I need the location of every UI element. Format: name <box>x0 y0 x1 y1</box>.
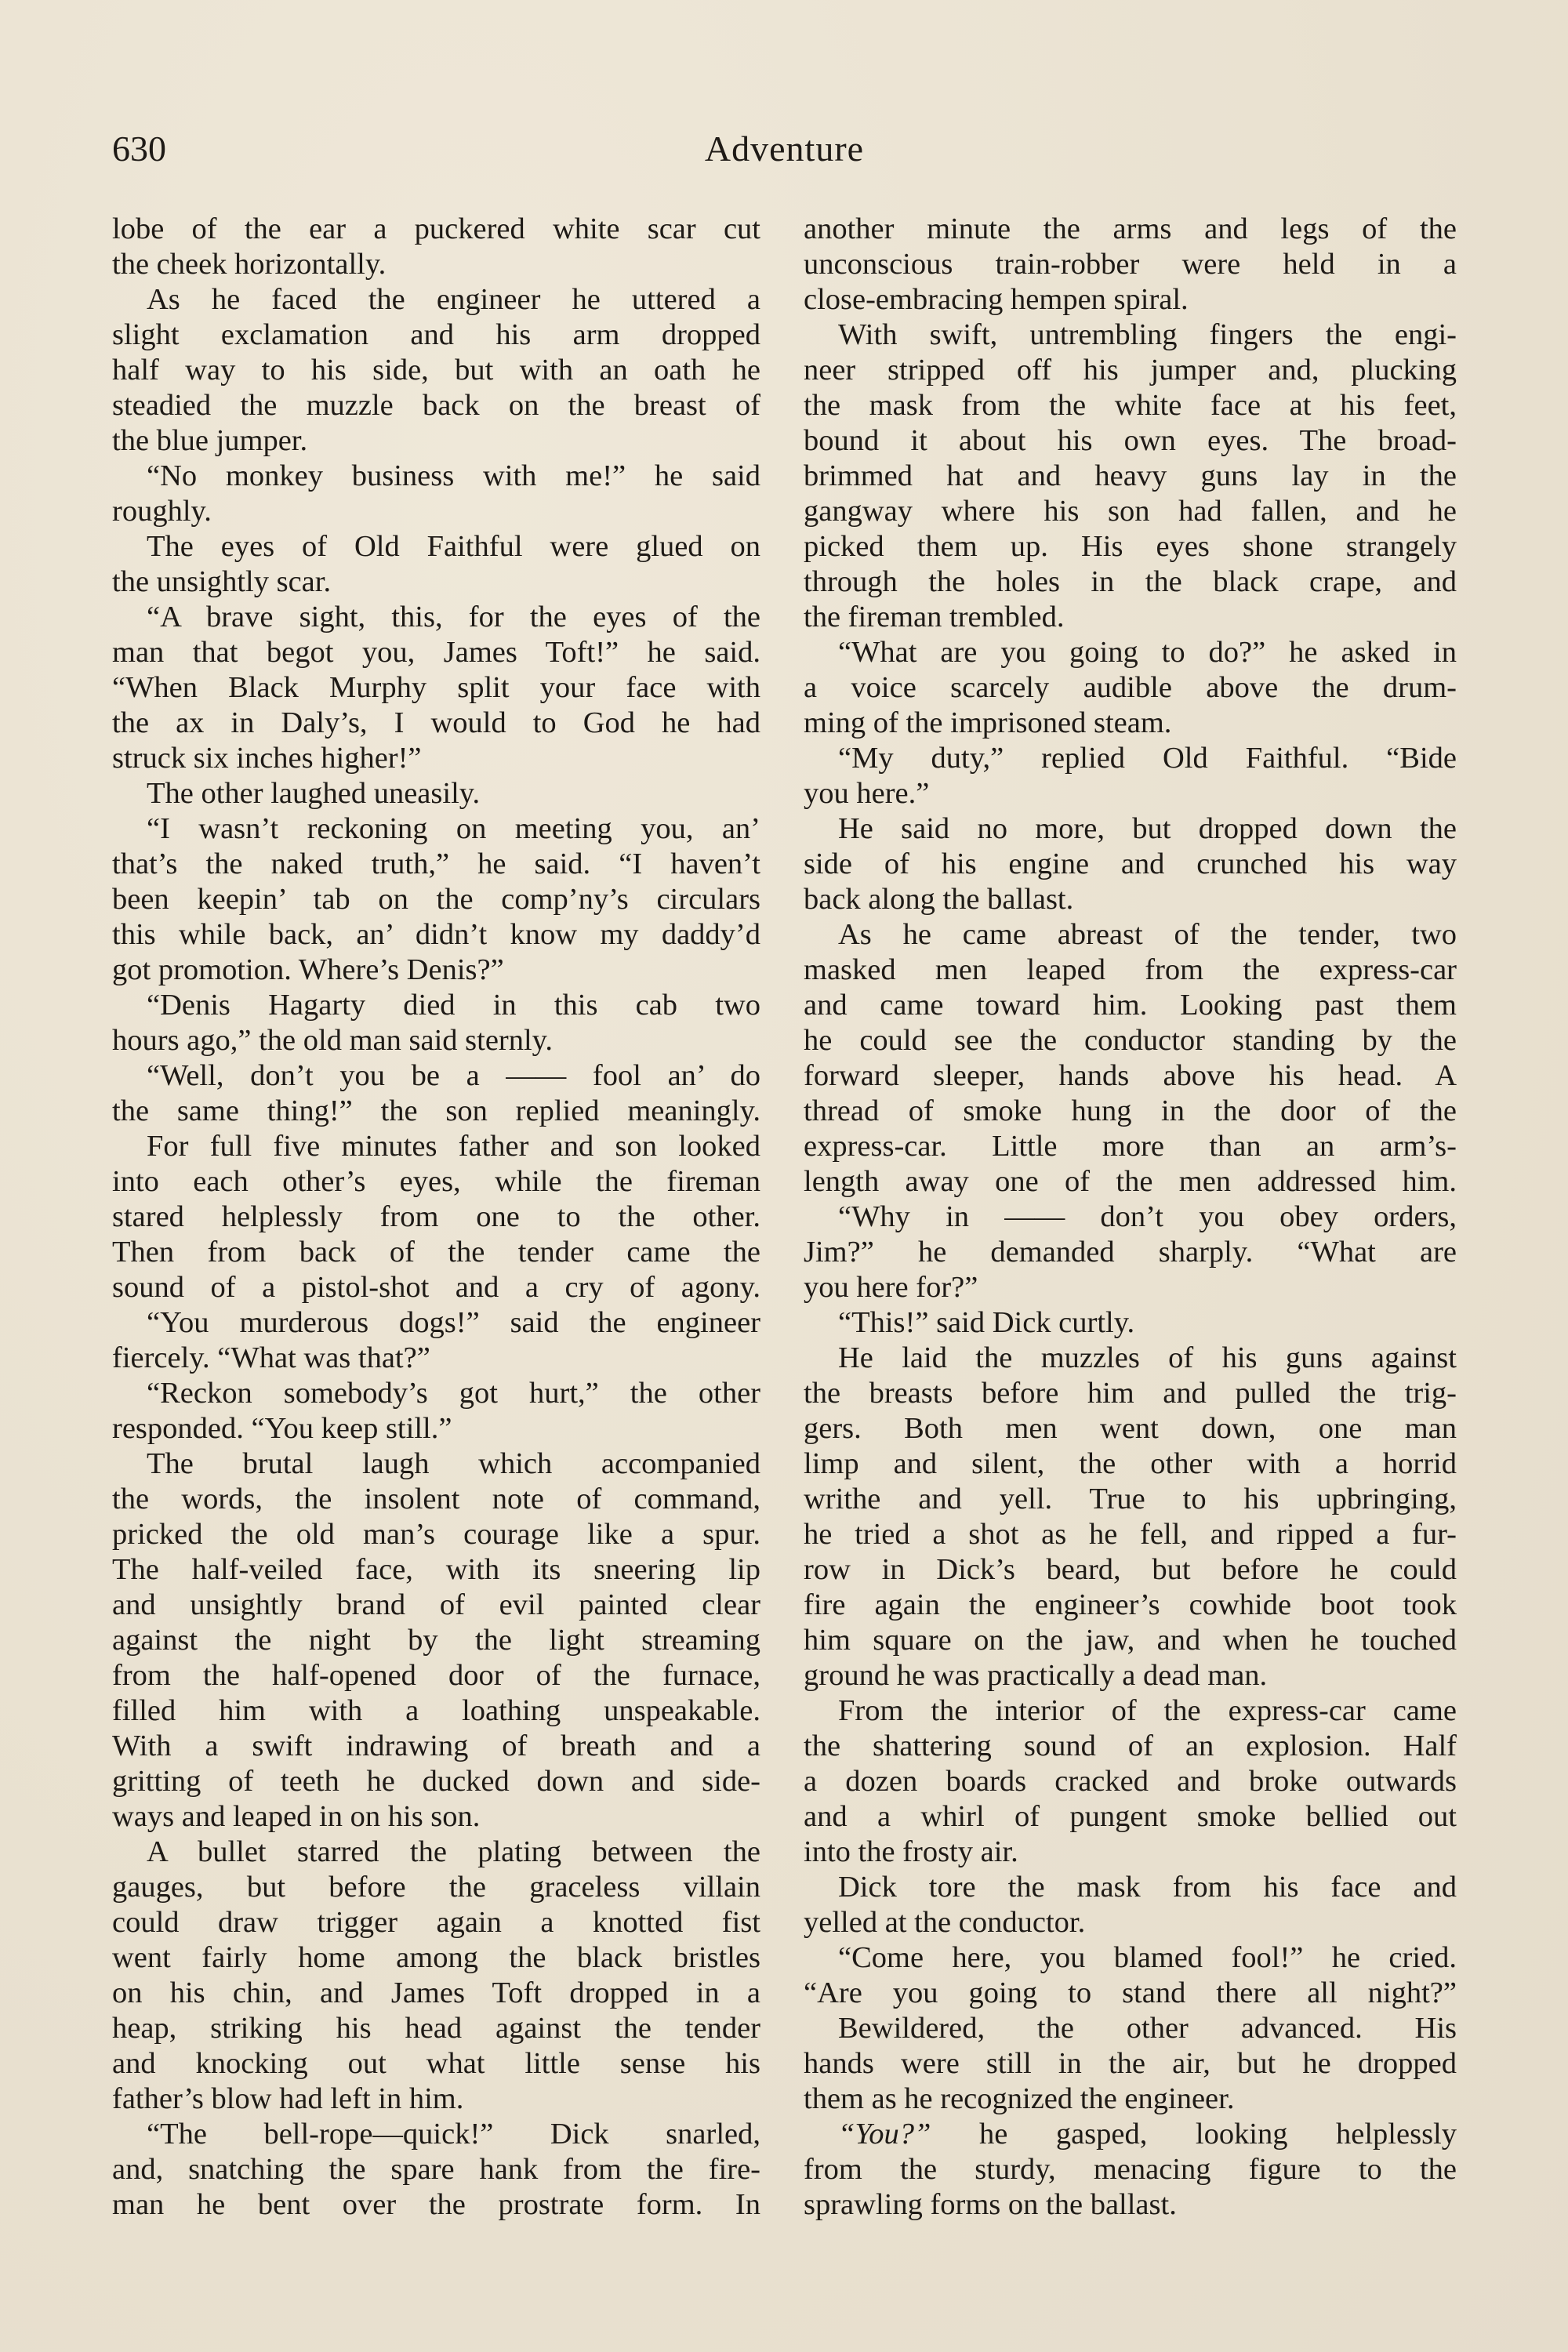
text-column-right <box>804 212 1457 2223</box>
text-line <box>804 741 1457 776</box>
text-line <box>804 1729 1457 1764</box>
line-text: responded. “You keep still.” <box>112 1412 452 1445</box>
line-text: the ax in Daly’s, I would to God he had <box>112 706 760 739</box>
line-text: close-embracing hempen spiral. <box>804 283 1189 316</box>
line-text: the words, the insolent note of command, <box>112 1483 760 1515</box>
text-line <box>804 2152 1457 2187</box>
text-line <box>112 1482 760 1517</box>
text-line <box>112 1129 760 1164</box>
text-line <box>804 247 1457 282</box>
line-text: the mask from the white face at his feet, <box>804 389 1457 422</box>
line-text: the unsightly scar. <box>112 565 332 598</box>
line-text: neer stripped off his jumper and, plucking <box>804 354 1457 387</box>
text-line <box>112 635 760 670</box>
italic-text: “You?” <box>838 2118 931 2151</box>
text-line <box>112 917 760 953</box>
text-line <box>804 1446 1457 1482</box>
line-text: gauges, but before the graceless villain <box>112 1871 760 1904</box>
line-text: on his chin, and James Toft dropped in a <box>112 1976 760 2009</box>
line-text: “This!” said Dick curtly. <box>838 1306 1135 1339</box>
line-text: been keepin’ tab on the comp’ny’s circulars <box>112 883 760 916</box>
line-text: The other laughed uneasily. <box>147 777 481 810</box>
line-text: this while back, an’ didn’t know my daddy’d <box>112 918 760 951</box>
text-line <box>112 564 760 600</box>
text-line <box>804 212 1457 247</box>
text-line <box>112 882 760 917</box>
line-text: thread of smoke hung in the door of the <box>804 1094 1457 1127</box>
line-text: brimmed hat and heavy guns lay in the <box>804 459 1457 492</box>
text-line <box>112 247 760 282</box>
text-line <box>804 1693 1457 1729</box>
line-text: writhe and yell. True to his upbringing, <box>804 1483 1457 1515</box>
text-line <box>804 1835 1457 1870</box>
text-line <box>112 282 760 318</box>
text-line <box>804 1623 1457 1658</box>
text-line <box>112 1164 760 1200</box>
text-line <box>804 318 1457 353</box>
text-line <box>804 1870 1457 1905</box>
text-line <box>804 1305 1457 1341</box>
line-text: “I wasn’t reckoning on meeting you, an’ <box>147 812 760 845</box>
line-text: Dick tore the mask from his face and <box>838 1871 1457 1904</box>
text-line <box>804 2046 1457 2082</box>
line-text: you here for?” <box>804 1271 978 1304</box>
text-line <box>804 1905 1457 1940</box>
line-text: “What are you going to do?” he asked in <box>838 636 1457 669</box>
line-text: he tried a shot as he fell, and ripped a fur- <box>804 1518 1457 1551</box>
text-line <box>804 1164 1457 1200</box>
line-text: another minute the arms and legs of the <box>804 212 1457 245</box>
text-line <box>804 635 1457 670</box>
line-text: pricked the old man’s courage like a spur. <box>112 1518 760 1551</box>
line-text: ming of the imprisoned steam. <box>804 706 1172 739</box>
line-text: From the interior of the express-car came <box>838 1694 1457 1727</box>
text-line <box>112 1517 760 1552</box>
text-line <box>804 1200 1457 1235</box>
line-text: “A brave sight, this, for the eyes of the <box>147 601 760 633</box>
line-text: “Are you going to stand there all night?” <box>804 1976 1457 2009</box>
running-header <box>112 125 1457 172</box>
line-text: limp and silent, the other with a horrid <box>804 1447 1457 1480</box>
line-text: The eyes of Old Faithful were glued on <box>147 530 760 563</box>
text-line <box>804 847 1457 882</box>
line-text: side of his engine and crunched his way <box>804 848 1457 880</box>
line-text: from the half-opened door of the furnace, <box>112 1659 760 1692</box>
line-text: forward sleeper, hands above his head. A <box>804 1059 1457 1092</box>
line-text: Then from back of the tender came the <box>112 1236 760 1269</box>
text-line <box>112 353 760 388</box>
text-line <box>112 2046 760 2082</box>
text-line <box>804 917 1457 953</box>
line-text: With a swift indrawing of breath and a <box>112 1730 760 1762</box>
line-text: he gasped, looking helplessly <box>978 2118 1457 2151</box>
line-text: back along the ballast. <box>804 883 1074 916</box>
text-line <box>804 282 1457 318</box>
text-line <box>804 1411 1457 1446</box>
line-text: and, snatching the spare hank from the fire- <box>112 2153 760 2186</box>
line-text: ground he was practically a dead man. <box>804 1659 1268 1692</box>
text-line <box>804 1270 1457 1305</box>
line-text: a voice scarcely audible above the drum- <box>804 671 1457 704</box>
line-text: through the holes in the black crape, and <box>804 565 1457 598</box>
line-text: and a whirl of pungent smoke bellied out <box>804 1800 1457 1833</box>
line-text: and knocking out what little sense his <box>112 2047 760 2080</box>
line-text: hours ago,” the old man said sternly. <box>112 1024 554 1057</box>
text-line <box>804 1376 1457 1411</box>
line-text: With swift, untrembling fingers the engi- <box>838 318 1457 351</box>
text-line <box>804 1235 1457 1270</box>
text-line <box>804 2011 1457 2046</box>
line-text: lobe of the ear a puckered white scar cut <box>112 212 760 245</box>
text-line <box>112 494 760 529</box>
text-line <box>112 1693 760 1729</box>
line-text: a dozen boards cracked and broke outwards <box>804 1765 1457 1798</box>
line-text: against the night by the light streaming <box>112 1624 760 1657</box>
line-text: sprawling forms on the ballast. <box>804 2188 1177 2221</box>
text-line <box>112 529 760 564</box>
line-text: and came toward him. Looking past them <box>804 989 1457 1022</box>
text-line <box>112 953 760 988</box>
line-text: “Why in —— don’t you obey orders, <box>838 1200 1457 1233</box>
text-line <box>804 494 1457 529</box>
line-text: fire again the engineer’s cowhide boot took <box>804 1588 1457 1621</box>
line-text: “Denis Hagarty died in this cab two <box>147 989 760 1022</box>
text-line <box>804 1940 1457 1976</box>
text-line <box>112 670 760 706</box>
text-line <box>112 1058 760 1094</box>
text-line <box>804 388 1457 423</box>
text-line <box>112 1094 760 1129</box>
line-text: Bewildered, the other advanced. His <box>838 2012 1457 2045</box>
text-line <box>112 212 760 247</box>
line-text: “When Black Murphy split your face with <box>112 671 760 704</box>
text-line <box>112 847 760 882</box>
text-line <box>804 776 1457 811</box>
line-text: into each other’s eyes, while the fireman <box>112 1165 760 1198</box>
text-line <box>112 1376 760 1411</box>
line-text: The half-veiled face, with its sneering lip <box>112 1553 760 1586</box>
text-line <box>804 2082 1457 2117</box>
text-line <box>804 1341 1457 1376</box>
line-text: A bullet starred the plating between the <box>147 1835 760 1868</box>
text-line <box>112 1200 760 1235</box>
line-text: picked them up. His eyes shone strangely <box>804 530 1457 563</box>
text-line <box>804 1658 1457 1693</box>
line-text: He laid the muzzles of his guns against <box>838 1341 1457 1374</box>
line-text: row in Dick’s beard, but before he could <box>804 1553 1457 1586</box>
text-line <box>112 1976 760 2011</box>
text-line <box>112 388 760 423</box>
text-line <box>804 1588 1457 1623</box>
line-text: bound it about his own eyes. The broad- <box>804 424 1457 457</box>
text-line <box>804 1976 1457 2011</box>
text-line <box>804 1094 1457 1129</box>
line-text: He said no more, but dropped down the <box>838 812 1457 845</box>
running-title: Adventure <box>704 129 865 169</box>
text-line <box>112 776 760 811</box>
text-column-left <box>112 212 760 2223</box>
text-line <box>112 1729 760 1764</box>
line-text: fiercely. “What was that?” <box>112 1341 430 1374</box>
text-line <box>804 1058 1457 1094</box>
text-line <box>112 600 760 635</box>
text-line <box>112 1411 760 1446</box>
line-text: the breasts before him and pulled the trig- <box>804 1377 1457 1410</box>
text-line <box>112 988 760 1023</box>
text-line <box>804 670 1457 706</box>
line-text: sound of a pistol-shot and a cry of agony. <box>112 1271 760 1304</box>
line-text: “Reckon somebody’s got hurt,” the other <box>147 1377 760 1410</box>
text-line <box>112 1658 760 1693</box>
text-line <box>804 564 1457 600</box>
line-text: got promotion. Where’s Denis?” <box>112 953 504 986</box>
text-line <box>112 1270 760 1305</box>
line-text: into the frosty air. <box>804 1835 1018 1868</box>
line-text: went fairly home among the black bristles <box>112 1941 760 1974</box>
text-line <box>112 1905 760 1940</box>
line-text: For full five minutes father and son looked <box>147 1130 760 1163</box>
text-line <box>804 459 1457 494</box>
text-line <box>804 1517 1457 1552</box>
text-line <box>804 1023 1457 1058</box>
line-text: “No monkey business with me!” he said <box>147 459 760 492</box>
text-line <box>112 1341 760 1376</box>
text-line <box>112 1552 760 1588</box>
text-line <box>804 953 1457 988</box>
page-number: 630 <box>112 129 166 169</box>
line-text: gangway where his son had fallen, and he <box>804 495 1457 528</box>
line-text: length away one of the men addressed him. <box>804 1165 1457 1198</box>
line-text: hands were still in the air, but he dropped <box>804 2047 1457 2080</box>
text-line <box>804 1129 1457 1164</box>
text-line <box>112 1235 760 1270</box>
line-text: The brutal laugh which accompanied <box>147 1447 760 1480</box>
line-text: As he faced the engineer he uttered a <box>147 283 760 316</box>
text-line <box>112 2011 760 2046</box>
line-text: filled him with a loathing unspeakable. <box>112 1694 760 1727</box>
text-line <box>804 2187 1457 2223</box>
line-text: “The bell-rope—quick!” Dick snarled, <box>147 2118 760 2151</box>
line-text: “Come here, you blamed fool!” he cried. <box>838 1941 1457 1974</box>
text-line <box>804 811 1457 847</box>
text-line <box>112 1623 760 1658</box>
line-text: the shattering sound of an explosion. Half <box>804 1730 1457 1762</box>
line-text: him square on the jaw, and when he touched <box>804 1624 1457 1657</box>
text-line <box>112 1305 760 1341</box>
text-line <box>804 2117 1457 2152</box>
line-text: yelled at the conductor. <box>804 1906 1086 1939</box>
line-text: the same thing!” the son replied meaningly. <box>112 1094 760 1127</box>
text-line <box>112 1835 760 1870</box>
line-text: father’s blow had left in him. <box>112 2082 464 2115</box>
text-line <box>112 1588 760 1623</box>
text-line <box>804 988 1457 1023</box>
line-text: express-car. Little more than an arm’s- <box>804 1130 1457 1163</box>
line-text: slight exclamation and his arm dropped <box>112 318 760 351</box>
line-text: the cheek horizontally. <box>112 248 387 281</box>
line-text: gers. Both men went down, one man <box>804 1412 1457 1445</box>
text-line <box>804 1482 1457 1517</box>
line-text: and unsightly brand of evil painted clear <box>112 1588 760 1621</box>
line-text: As he came abreast of the tender, two <box>838 918 1457 951</box>
text-line <box>804 423 1457 459</box>
line-text: gritting of teeth he ducked down and side- <box>112 1765 760 1798</box>
text-line <box>112 741 760 776</box>
line-text: masked men leaped from the express-car <box>804 953 1457 986</box>
text-line <box>112 2152 760 2187</box>
line-text: he could see the conductor standing by the <box>804 1024 1457 1057</box>
line-text: roughly. <box>112 495 212 528</box>
text-line <box>112 1799 760 1835</box>
text-line <box>112 459 760 494</box>
line-text: ways and leaped in on his son. <box>112 1800 481 1833</box>
line-text: heap, striking his head against the tender <box>112 2012 760 2045</box>
text-line <box>112 423 760 459</box>
text-line <box>804 529 1457 564</box>
text-line <box>112 1764 760 1799</box>
text-line <box>112 811 760 847</box>
text-line <box>804 882 1457 917</box>
text-line <box>804 600 1457 635</box>
line-text: struck six inches higher!” <box>112 742 422 775</box>
text-line <box>112 2187 760 2223</box>
text-line <box>112 1870 760 1905</box>
line-text: could draw trigger again a knotted fist <box>112 1906 760 1939</box>
text-line <box>112 1940 760 1976</box>
line-text: that’s the naked truth,” he said. “I haven’t <box>112 848 760 880</box>
line-text: you here.” <box>804 777 930 810</box>
text-line <box>804 1799 1457 1835</box>
text-line <box>112 706 760 741</box>
text-line <box>804 1552 1457 1588</box>
line-text: “Well, don’t you be a —— fool an’ do <box>147 1059 760 1092</box>
line-text: man that begot you, James Toft!” he said. <box>112 636 760 669</box>
line-text: the fireman trembled. <box>804 601 1065 633</box>
line-text: “My duty,” replied Old Faithful. “Bide <box>838 742 1457 775</box>
text-line <box>804 1764 1457 1799</box>
line-text: them as he recognized the engineer. <box>804 2082 1235 2115</box>
line-text: from the sturdy, menacing figure to the <box>804 2153 1457 2186</box>
text-line <box>804 706 1457 741</box>
line-text: steadied the muzzle back on the breast of <box>112 389 760 422</box>
line-text: man he bent over the prostrate form. In <box>112 2188 760 2221</box>
text-line <box>112 318 760 353</box>
text-line <box>804 353 1457 388</box>
line-text: unconscious train-robber were held in a <box>804 248 1457 281</box>
line-text: Jim?” he demanded sharply. “What are <box>804 1236 1457 1269</box>
line-text: stared helplessly from one to the other. <box>112 1200 760 1233</box>
line-text: half way to his side, but with an oath he <box>112 354 760 387</box>
line-text: “You murderous dogs!” said the engineer <box>147 1306 760 1339</box>
text-line <box>112 2082 760 2117</box>
text-line <box>112 1446 760 1482</box>
line-text: the blue jumper. <box>112 424 308 457</box>
text-line <box>112 1023 760 1058</box>
text-line <box>112 2117 760 2152</box>
